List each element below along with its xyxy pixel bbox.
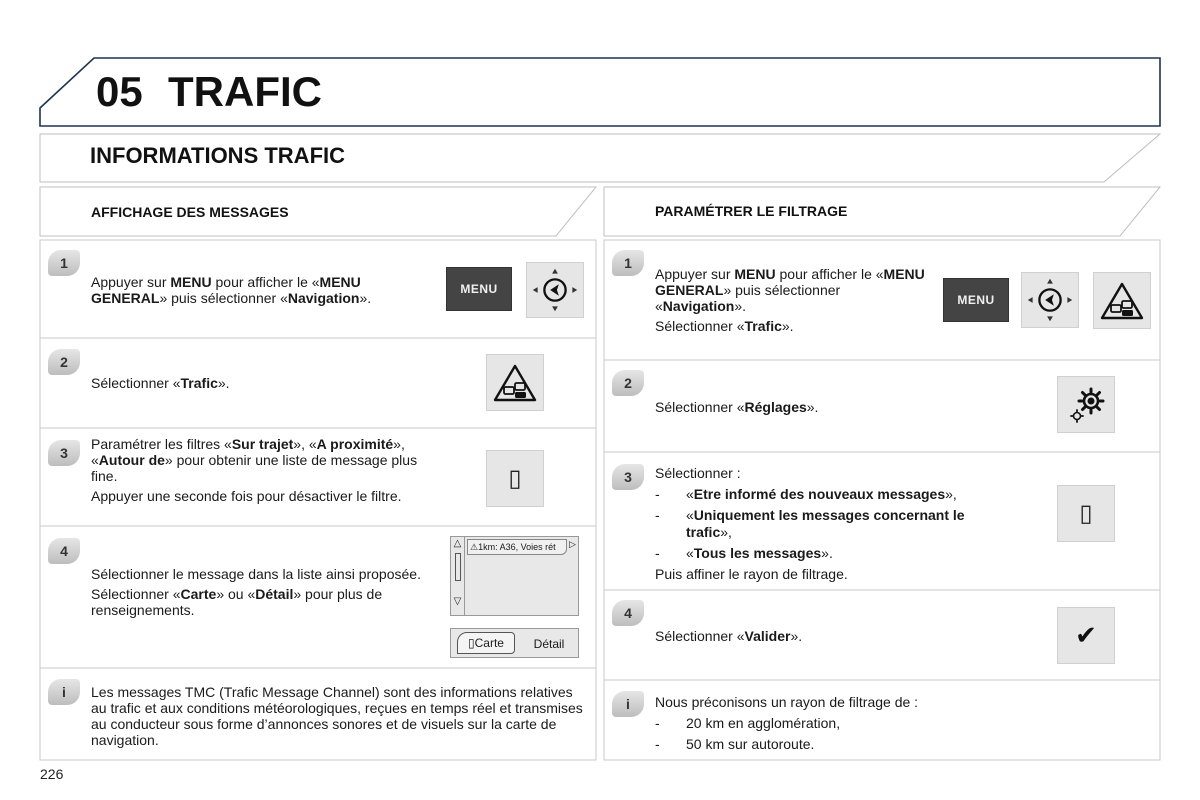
navigation-icon: [527, 262, 583, 318]
step-2-text: Sélectionner «Trafic».: [91, 375, 230, 391]
left-info-text: Les messages TMC (Trafic Message Channel) sont des informations relatives au trafic et aux conditions météorologiques, reçues en temps réel et transmises au conducteur sous forme d’annonces sonores et de visuels sur la carte de navigation.: [91, 684, 583, 748]
checkbox-icon[interactable]: ▯: [486, 450, 544, 507]
right-column-title: PARAMÉTRER LE FILTRAGE: [655, 203, 848, 219]
radius-option: - 50 km sur autoroute.: [655, 736, 815, 752]
step-badge: 3: [48, 440, 80, 466]
settings-icon: [1064, 383, 1108, 427]
right-step-1-text: Appuyer sur MENU pour afficher le «MENU GENERAL» puis sélectionner «Navigation». Sélectionner «Trafic».: [655, 266, 925, 334]
traffic-button[interactable]: [486, 354, 544, 411]
scroll-up-icon[interactable]: △: [453, 538, 462, 549]
screen-scrollbar[interactable]: [451, 537, 465, 615]
menu-button[interactable]: MENU: [943, 278, 1009, 322]
scroll-thumb[interactable]: [455, 553, 461, 581]
step-badge: 1: [612, 250, 644, 276]
tab-map[interactable]: ▯Carte: [457, 632, 515, 654]
step-1-text: Appuyer sur MENU pour afficher le «MENU GENERAL» puis sélectionner «Navigation».: [91, 274, 372, 306]
scroll-down-icon[interactable]: ▽: [453, 596, 462, 607]
traffic-icon: [493, 363, 537, 403]
chapter-title: TRAFIC: [168, 68, 322, 115]
chapter-number: 05: [96, 68, 143, 115]
next-arrow-icon[interactable]: ▷: [569, 539, 576, 549]
tab-detail[interactable]: Détail: [533, 637, 565, 651]
info-icon: i: [48, 679, 80, 705]
section-title: INFORMATIONS TRAFIC: [90, 143, 346, 168]
settings-button[interactable]: [1057, 376, 1115, 433]
right-step-3-text: Sélectionner : - «Etre informé des nouveaux messages», - «Uniquement les messages concernant le trafic», - «Tous les messages». Puis affiner le rayon de filtrage.: [655, 465, 1025, 587]
step-4-text: Sélectionner le message dans la liste ainsi proposée. Sélectionner «Carte» ou «Détail» pour plus de renseignements.: [91, 566, 421, 618]
traffic-icon: [1100, 281, 1144, 321]
step-badge: 3: [612, 464, 644, 490]
filter-option: - «Uniquement les messages concernant le trafic»,: [655, 507, 965, 540]
info-icon: i: [612, 691, 644, 717]
filter-option: - «Etre informé des nouveaux messages»,: [655, 486, 957, 502]
filter-option: - «Tous les messages».: [655, 545, 833, 561]
right-info-text: Nous préconisons un rayon de filtrage de : - 20 km en agglomération, - 50 km sur autoroute.: [655, 694, 1055, 753]
radius-option: - 20 km en agglomération,: [655, 715, 841, 731]
screen-tabs: [450, 628, 579, 658]
traffic-message-item[interactable]: ⚠1km: A36, Voies rét: [467, 539, 567, 555]
checkbox-icon[interactable]: ▯: [1057, 485, 1115, 542]
traffic-button[interactable]: [1093, 272, 1151, 329]
right-step-4-text: Sélectionner «Valider».: [655, 628, 803, 644]
navigation-button[interactable]: [526, 262, 584, 318]
right-step-2-text: Sélectionner «Réglages».: [655, 399, 819, 415]
step-badge: 4: [48, 538, 80, 564]
page-number: 226: [40, 766, 64, 782]
step-badge: 2: [48, 349, 80, 375]
menu-button[interactable]: MENU: [446, 267, 512, 311]
navigation-icon: [1022, 272, 1078, 328]
step-3-text: Paramétrer les filtres «Sur trajet», «A proximité», «Autour de» pour obtenir une liste de message plus fine. Appuyer une seconde fois pour désactiver le filtre.: [91, 436, 418, 504]
step-badge: 4: [612, 600, 644, 626]
step-badge: 2: [612, 370, 644, 396]
left-column-title: AFFICHAGE DES MESSAGES: [91, 204, 289, 220]
step-badge: 1: [48, 250, 80, 276]
validate-icon[interactable]: ✔: [1057, 607, 1115, 664]
traffic-message-screen: [450, 536, 579, 616]
navigation-button[interactable]: [1021, 272, 1079, 328]
